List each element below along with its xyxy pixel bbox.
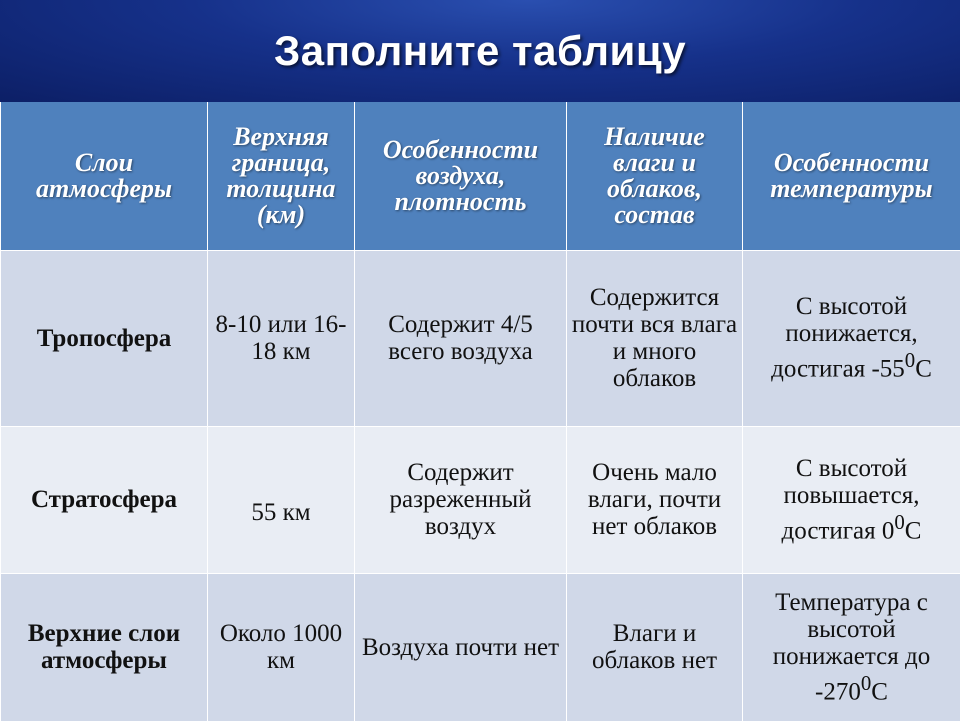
header-layers: Слои атмосферы <box>1 102 208 250</box>
cell-air: Содержит 4/5 всего воздуха <box>355 250 567 426</box>
cell-moisture: Влаги и облаков нет <box>567 573 743 721</box>
table-row-troposphere <box>1 250 960 426</box>
cell-moisture: Очень мало влаги, почти нет облаков <box>567 426 743 573</box>
title-bar <box>0 0 960 102</box>
degree-superscript: 0 <box>905 348 915 372</box>
temperature-text: Температура с высотой понижается до -270 <box>773 589 930 705</box>
cell-temperature <box>743 573 960 721</box>
cell-air: Воздуха почти нет <box>355 573 567 721</box>
cell-layer: Стратосфера <box>1 426 208 573</box>
temperature-text: С высотой понижается, достигая -55 <box>771 293 917 382</box>
temperature-unit: С <box>871 678 888 705</box>
temperature-unit: С <box>915 356 932 383</box>
table-header-row <box>1 102 960 250</box>
header-air: Особенности воздуха, плотность <box>355 102 567 250</box>
cell-layer: Тропосфера <box>1 250 208 426</box>
header-temperature: Особенности температуры <box>743 102 960 250</box>
atmosphere-table <box>0 102 960 722</box>
degree-superscript: 0 <box>894 510 904 534</box>
cell-temperature <box>743 250 960 426</box>
cell-boundary: 8-10 или 16-18 км <box>208 250 355 426</box>
degree-superscript: 0 <box>861 671 871 695</box>
temperature-text: С высотой повышается, достигая 0 <box>782 455 920 544</box>
temperature-unit: С <box>905 517 922 544</box>
cell-boundary: 55 км <box>208 426 355 573</box>
cell-air: Содержит разреженный воздух <box>355 426 567 573</box>
cell-boundary: Около 1000 км <box>208 573 355 721</box>
page-title: Заполните таблицу <box>274 27 686 75</box>
cell-temperature <box>743 426 960 573</box>
header-moisture: Наличие влаги и облаков, состав <box>567 102 743 250</box>
table-row-stratosphere <box>1 426 960 573</box>
table-row-upper-layers <box>1 573 960 721</box>
cell-layer: Верхние слои атмосферы <box>1 573 208 721</box>
cell-moisture: Содержится почти вся влага и много облаков <box>567 250 743 426</box>
header-boundary: Верхняя граница, толщина (км) <box>208 102 355 250</box>
